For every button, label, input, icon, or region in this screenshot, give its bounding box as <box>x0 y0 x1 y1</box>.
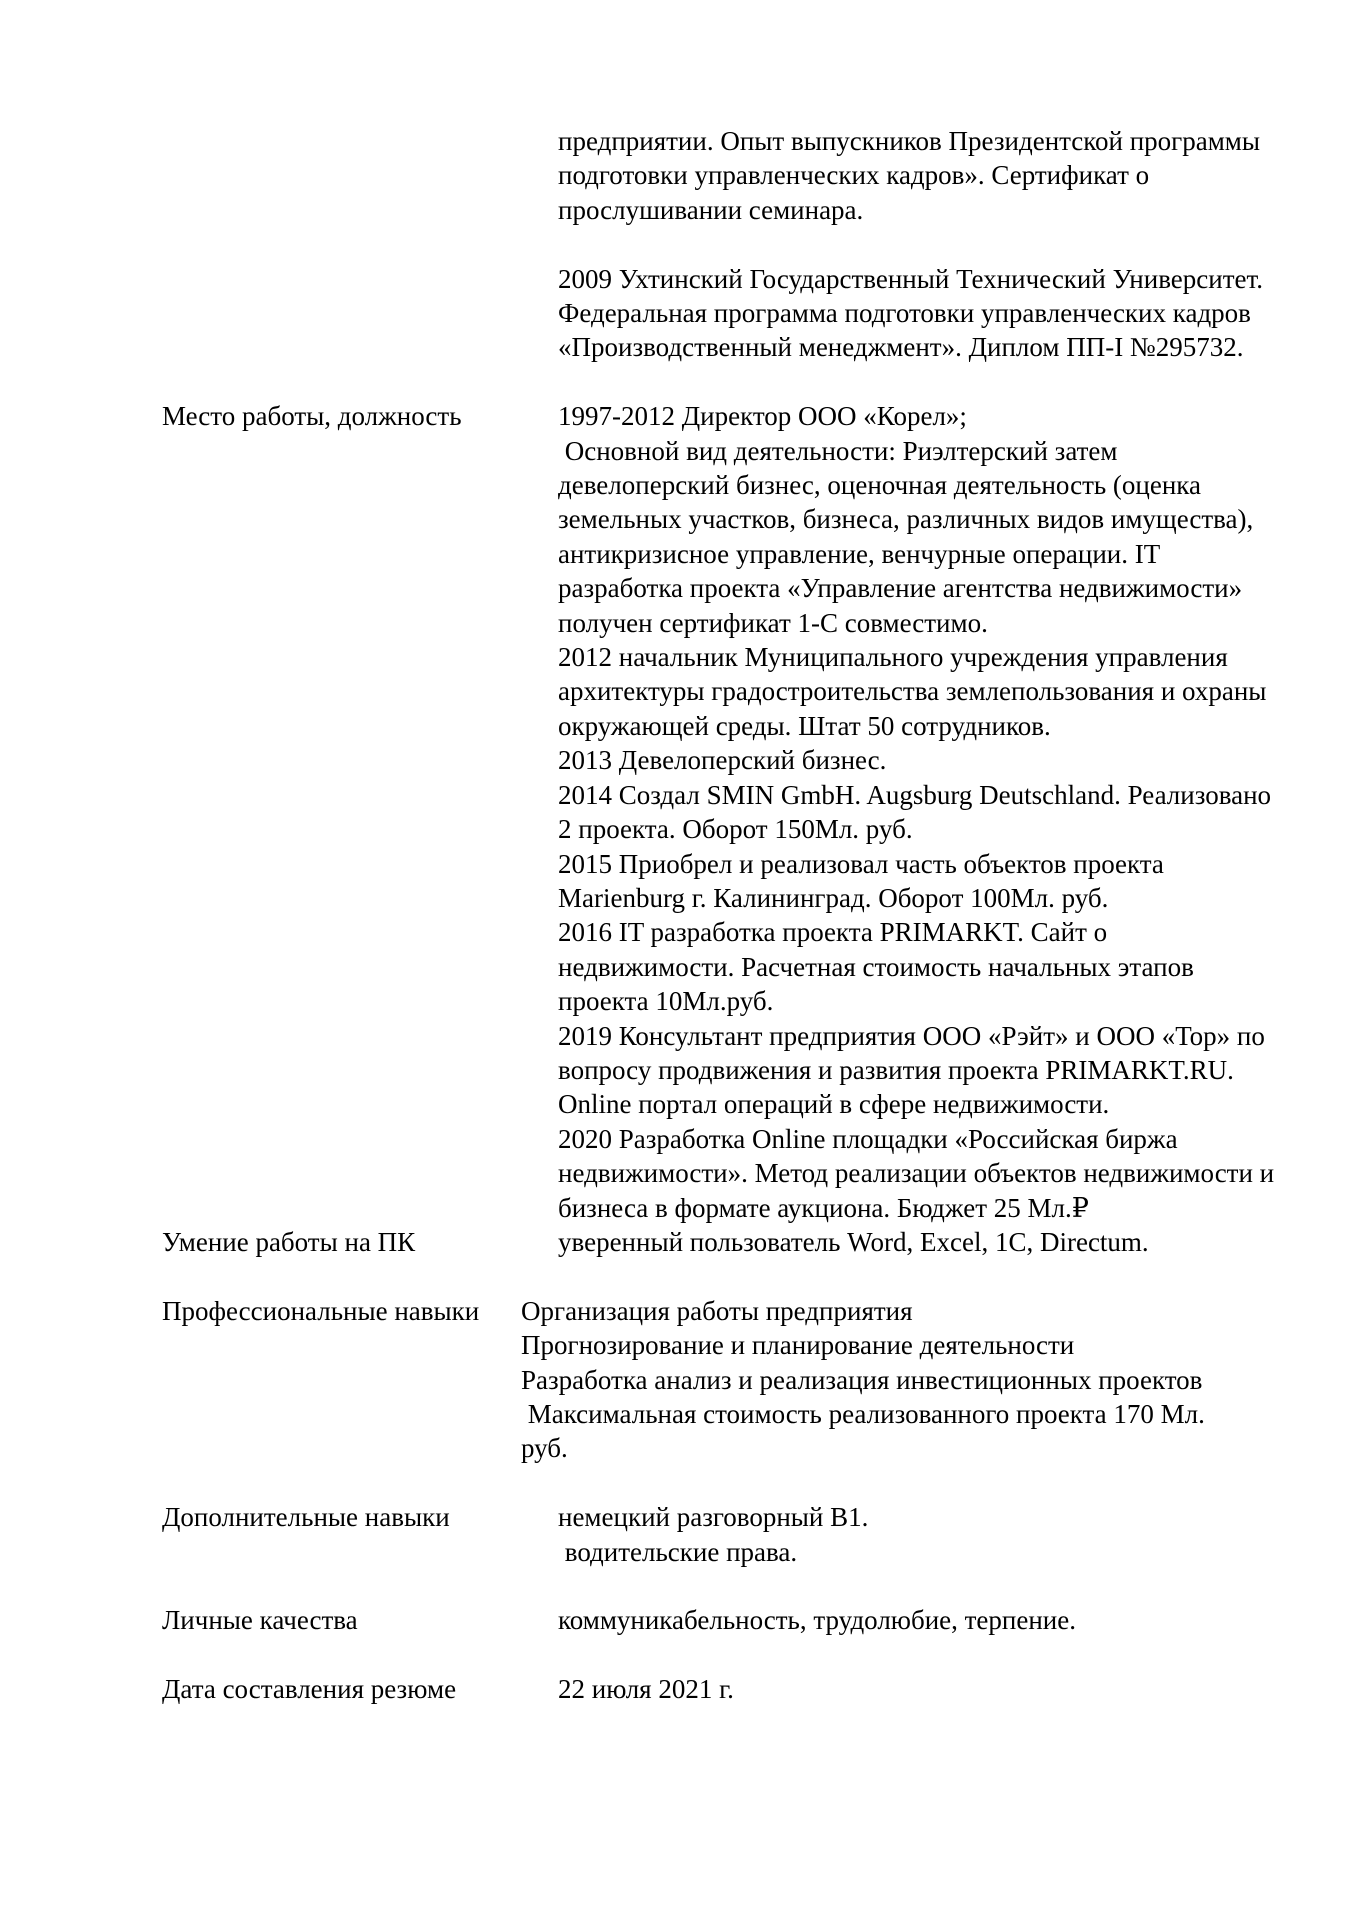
text-line: 2016 IT разработка проекта PRIMARKT. Сайт о <box>558 917 1108 948</box>
text-line: архитектуры градостроительства землепользования и охраны <box>558 676 1267 707</box>
section-resume-date <box>0 1672 1357 1706</box>
section-work-experience <box>0 399 1357 1225</box>
text-line: немецкий разговорный B1. <box>558 1502 869 1533</box>
text-line: Организация работы предприятия <box>521 1295 913 1326</box>
blank-line <box>0 1569 1357 1603</box>
section-additional-skills <box>0 1500 1357 1569</box>
section-content-additional-skills <box>558 1500 1357 1569</box>
text-line: недвижимости». Метод реализации объектов недвижимости и <box>558 1158 1275 1189</box>
text-line: недвижимости. Расчетная стоимость начальных этапов <box>558 951 1194 982</box>
text-line: 2 проекта. Оборот 150Мл. руб. <box>558 814 913 845</box>
section-content-education-continuation <box>558 124 1357 227</box>
section-label-additional-skills: Дополнительные навыки <box>162 1502 450 1533</box>
text-line: Online портал операций в сфере недвижимости. <box>558 1089 1110 1120</box>
text-line: окружающей среды. Штат 50 сотрудников. <box>558 710 1051 741</box>
section-content-personal-qualities <box>558 1603 1357 1637</box>
text-line: 22 июля 2021 г. <box>558 1674 734 1705</box>
text-line: Прогнозирование и планирование деятельности <box>521 1330 1075 1361</box>
resume-document <box>0 124 1357 1707</box>
section-content-resume-date <box>558 1672 1357 1706</box>
text-line: Разработка анализ и реализация инвестиционных проектов <box>521 1364 1203 1395</box>
text-line: 2014 Создал SMIN GmbH. Augsburg Deutschland. Реализовано <box>558 779 1272 810</box>
section-label-pc-skills: Умение работы на ПК <box>162 1226 416 1257</box>
section-pc-skills <box>0 1225 1357 1259</box>
text-line: антикризисное управление, венчурные операции. IT <box>558 538 1161 569</box>
section-professional-skills <box>0 1294 1357 1466</box>
section-personal-qualities <box>0 1603 1357 1637</box>
text-line: проекта 10Мл.руб. <box>558 986 774 1017</box>
section-label-resume-date: Дата составления резюме <box>162 1674 457 1705</box>
text-line: земельных участков, бизнеса, различных видов имущества), <box>558 504 1254 535</box>
text-line: 2015 Приобрел и реализовал часть объектов проекта <box>558 848 1164 879</box>
blank-line <box>0 1638 1357 1672</box>
blank-line <box>0 365 1357 399</box>
section-label-work-experience: Место работы, должность <box>162 401 462 432</box>
section-education-continuation <box>0 124 1357 227</box>
section-label-professional-skills: Профессиональные навыки <box>162 1295 480 1326</box>
text-line: коммуникабельность, трудолюбие, терпение. <box>558 1605 1076 1636</box>
text-line: разработка проекта «Управление агентства недвижимости» <box>558 573 1243 604</box>
text-line: девелоперский бизнес, оценочная деятельность (оценка <box>558 470 1202 501</box>
text-line: 2009 Ухтинский Государственный Технический Университет. <box>558 263 1264 294</box>
text-line: уверенный пользователь Word, Excel, 1C, Directum. <box>558 1226 1149 1257</box>
text-line: Основной вид деятельности: Риэлтерский затем <box>558 435 1118 466</box>
text-line: водительские права. <box>558 1536 798 1567</box>
text-line: «Производственный менеджмент». Диплом ПП-I №295732. <box>558 332 1244 363</box>
section-content-professional-skills <box>521 1294 1357 1466</box>
text-line: вопросу продвижения и развития проекта PRIMARKT.RU. <box>558 1054 1234 1085</box>
text-line: 2012 начальник Муниципального учреждения управления <box>558 642 1228 673</box>
text-line: бизнеса в формате аукциона. Бюджет 25 Мл.₽ <box>558 1192 1089 1223</box>
section-label-personal-qualities: Личные качества <box>162 1605 358 1636</box>
blank-line <box>0 1466 1357 1500</box>
text-line: Marienburg г. Калининград. Оборот 100Мл. руб. <box>558 882 1109 913</box>
section-content-work-experience <box>558 399 1357 1225</box>
text-line: получен сертификат 1-С совместимо. <box>558 607 988 638</box>
section-content-education-2009 <box>558 262 1357 365</box>
text-line: прослушивании семинара. <box>558 194 864 225</box>
text-line: предприятии. Опыт выпускников Президентской программы <box>558 126 1261 156</box>
text-line: Федеральная программа подготовки управленческих кадров <box>558 298 1251 329</box>
section-content-pc-skills <box>558 1225 1357 1259</box>
text-line: руб. <box>521 1433 568 1464</box>
text-line: 2013 Девелоперский бизнес. <box>558 745 887 776</box>
text-line: 2020 Разработка Online площадки «Российская биржа <box>558 1123 1178 1154</box>
blank-line <box>0 1259 1357 1293</box>
text-line: Максимальная стоимость реализованного проекта 170 Мл. <box>521 1398 1205 1429</box>
blank-line <box>0 227 1357 261</box>
text-line: 2019 Консультант предприятия ООО «Рэйт» и ООО «Тор» по <box>558 1020 1265 1051</box>
text-line: подготовки управленческих кадров». Сертификат о <box>558 160 1150 191</box>
text-line: 1997-2012 Директор ООО «Корел»; <box>558 401 967 432</box>
section-education-2009 <box>0 262 1357 365</box>
